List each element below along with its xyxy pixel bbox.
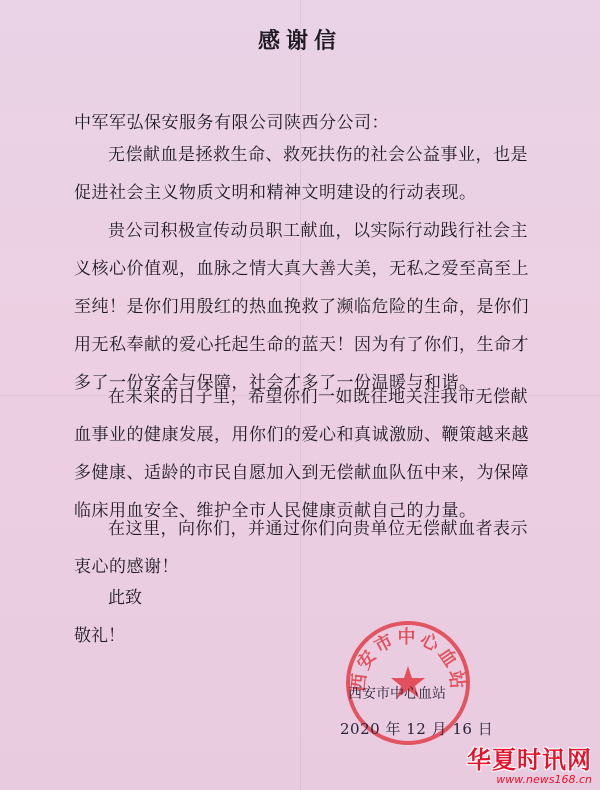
seal-text: 西安市中心血站 xyxy=(348,627,468,693)
paragraph-3 xyxy=(74,378,544,530)
paragraph-line: 临床用血安全、维护全市人民健康贡献自己的力量。 xyxy=(74,501,477,521)
paragraph-2 xyxy=(74,212,544,402)
site-watermark xyxy=(412,740,592,786)
watermark-url: www.news168.cn xyxy=(496,773,592,786)
paragraph-line: 血事业的健康发展，用你们的爱心和真诚激励、鞭策越来越 xyxy=(74,425,529,445)
letter-recipient: 中军军弘保安服务有限公司陕西分公司： xyxy=(74,113,389,133)
paragraph-4 xyxy=(74,510,544,586)
paragraph-line: 多健康、适龄的市民自愿加入到无偿献血队伍中来，为保障 xyxy=(74,463,529,483)
signer-name: 西安市中心血站 xyxy=(348,686,446,702)
paragraph-line: 在这里，向你们，并通过你们向贵单位无偿献血者表示 xyxy=(108,519,528,539)
paragraph-line: 贵公司积极宣传动员职工献血，以实际行动践行社会主 xyxy=(108,221,528,241)
paragraph-line: 衷心的感谢！ xyxy=(74,557,179,577)
paragraph-line: 义核心价值观，血脉之情大真大善大美，无私之爱至高至上 xyxy=(74,259,529,279)
letter-date: 2020 年 12 月 16 日 xyxy=(340,720,494,738)
paragraph-line: 多了一份安全与保障，社会才多了一份温暖与和谐。 xyxy=(74,373,477,393)
watermark-title: 华夏时讯网 xyxy=(467,746,592,774)
letter-closing: 此致 xyxy=(108,588,142,608)
paragraph-line: 促进社会主义物质文明和精神文明建设的行动表现。 xyxy=(74,183,477,203)
letter-salute: 敬礼！ xyxy=(74,626,125,646)
paragraph-line: 用无私奉献的爱心托起生命的蓝天！因为有了你们，生命才 xyxy=(74,335,529,355)
paragraph-1 xyxy=(74,136,544,212)
paragraph-line: 在未来的日子里，希望你们一如既往地关注我市无偿献 xyxy=(108,387,528,407)
letter-title: 感谢信 xyxy=(257,29,342,54)
paragraph-line: 无偿献血是拯救生命、救死扶伤的社会公益事业，也是 xyxy=(108,145,528,165)
paragraph-line: 至纯！是你们用殷红的热血挽救了濒临危险的生命，是你们 xyxy=(74,297,529,317)
